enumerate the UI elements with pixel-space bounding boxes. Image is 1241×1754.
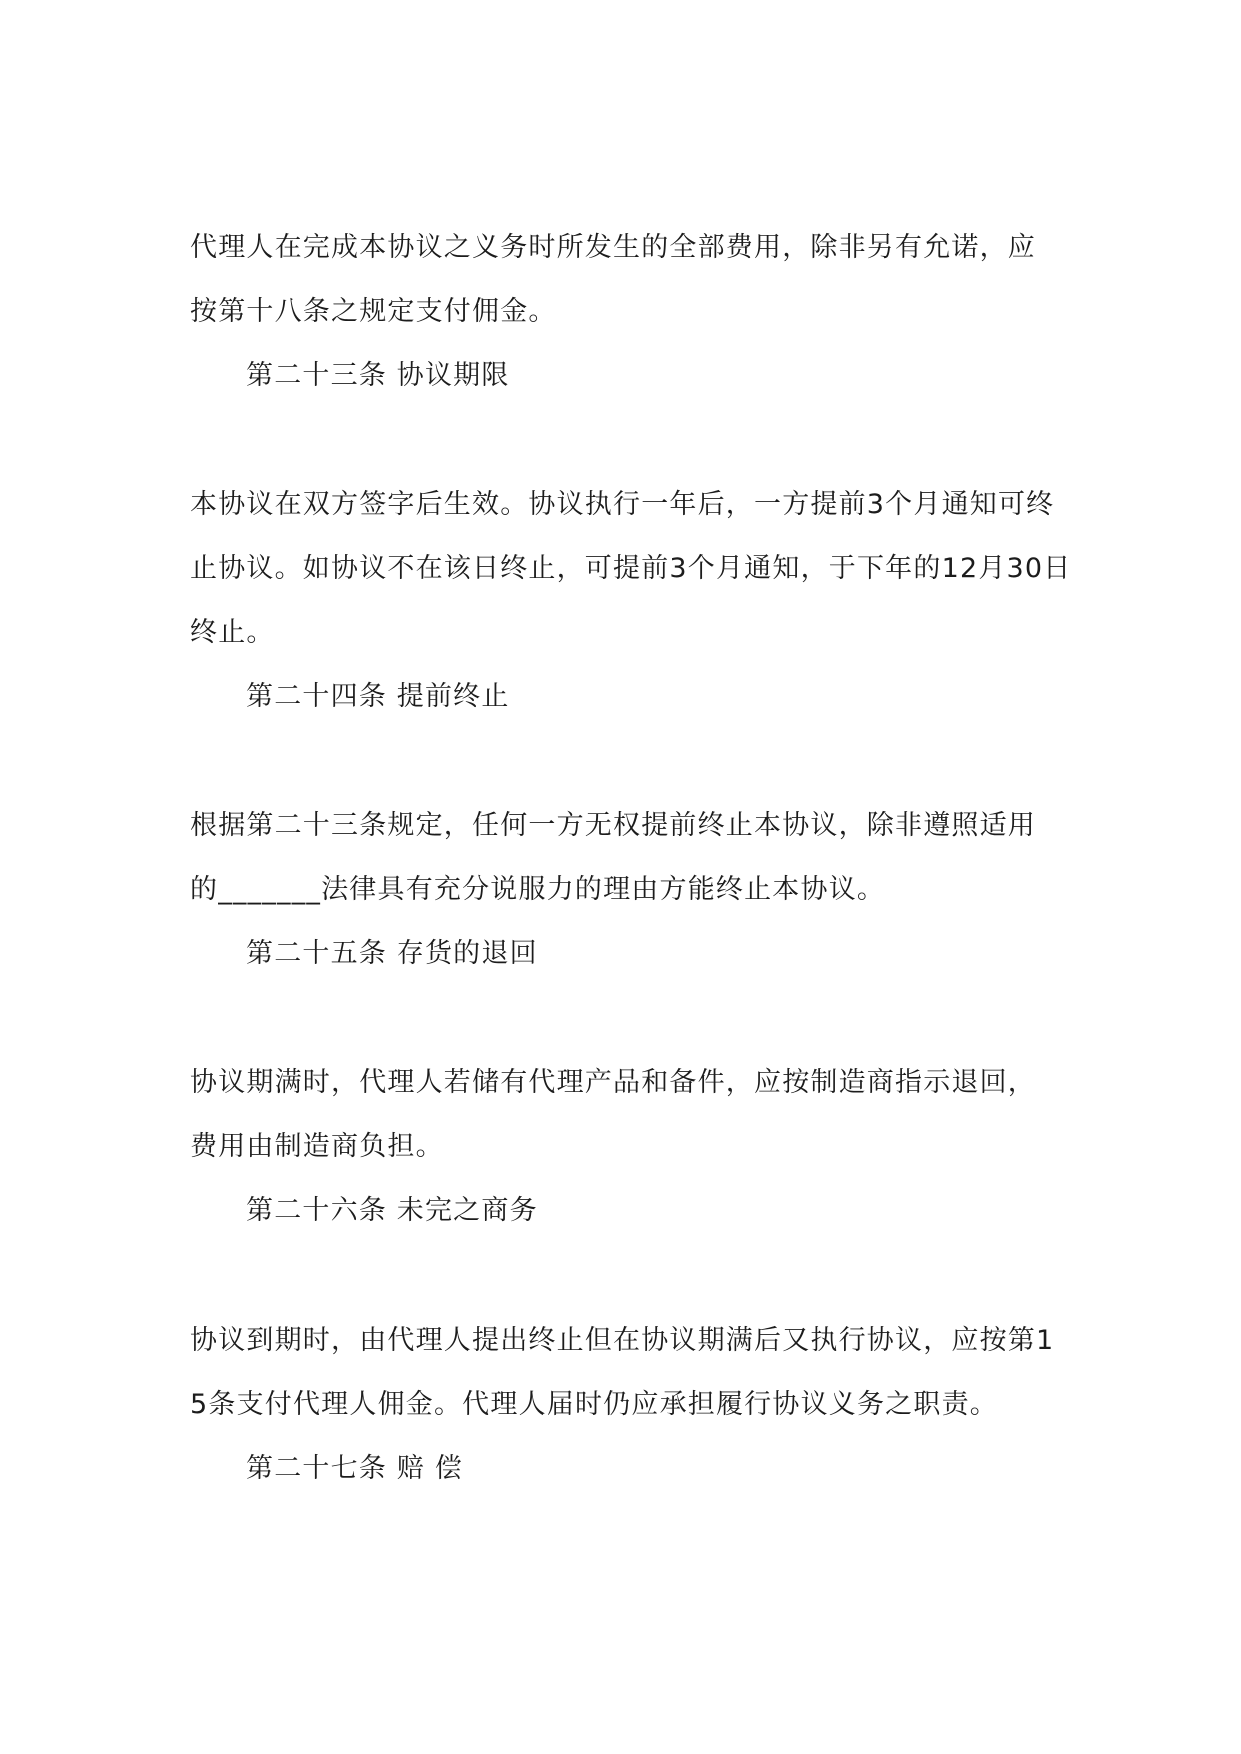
article-heading: 第二十五条 存货的退回 <box>246 938 538 969</box>
paragraph-line: 按第十八条之规定支付佣金。 <box>190 296 557 327</box>
paragraph-line: 止协议。如协议不在该日终止，可提前3个月通知，于下年的12月30日 <box>190 553 1072 584</box>
paragraph-line: 费用由制造商负担。 <box>190 1131 444 1162</box>
article-heading: 第二十四条 提前终止 <box>246 681 510 712</box>
article-heading: 第二十三条 协议期限 <box>246 360 510 391</box>
article-heading: 第二十六条 未完之商务 <box>246 1195 538 1226</box>
article-heading: 第二十七条 赔 偿 <box>246 1453 463 1484</box>
paragraph-line: 终止。 <box>190 617 275 648</box>
paragraph-line: 根据第二十三条规定，任何一方无权提前终止本协议，除非遵照适用 <box>190 810 1036 841</box>
paragraph-line: 协议期满时，代理人若储有代理产品和备件，应按制造商指示退回， <box>190 1067 1036 1098</box>
paragraph-line: 协议到期时，由代理人提出终止但在协议期满后又执行协议，应按第1 <box>190 1325 1055 1356</box>
paragraph-line: 5条支付代理人佣金。代理人届时仍应承担履行协议义务之职责。 <box>190 1389 998 1420</box>
paragraph-line: 的_______法律具有充分说服力的理由方能终止本协议。 <box>190 874 886 905</box>
paragraph-line: 代理人在完成本协议之义务时所发生的全部费用，除非另有允诺，应 <box>190 232 1036 263</box>
paragraph-line: 本协议在双方签字后生效。协议执行一年后，一方提前3个月通知可终 <box>190 489 1055 520</box>
